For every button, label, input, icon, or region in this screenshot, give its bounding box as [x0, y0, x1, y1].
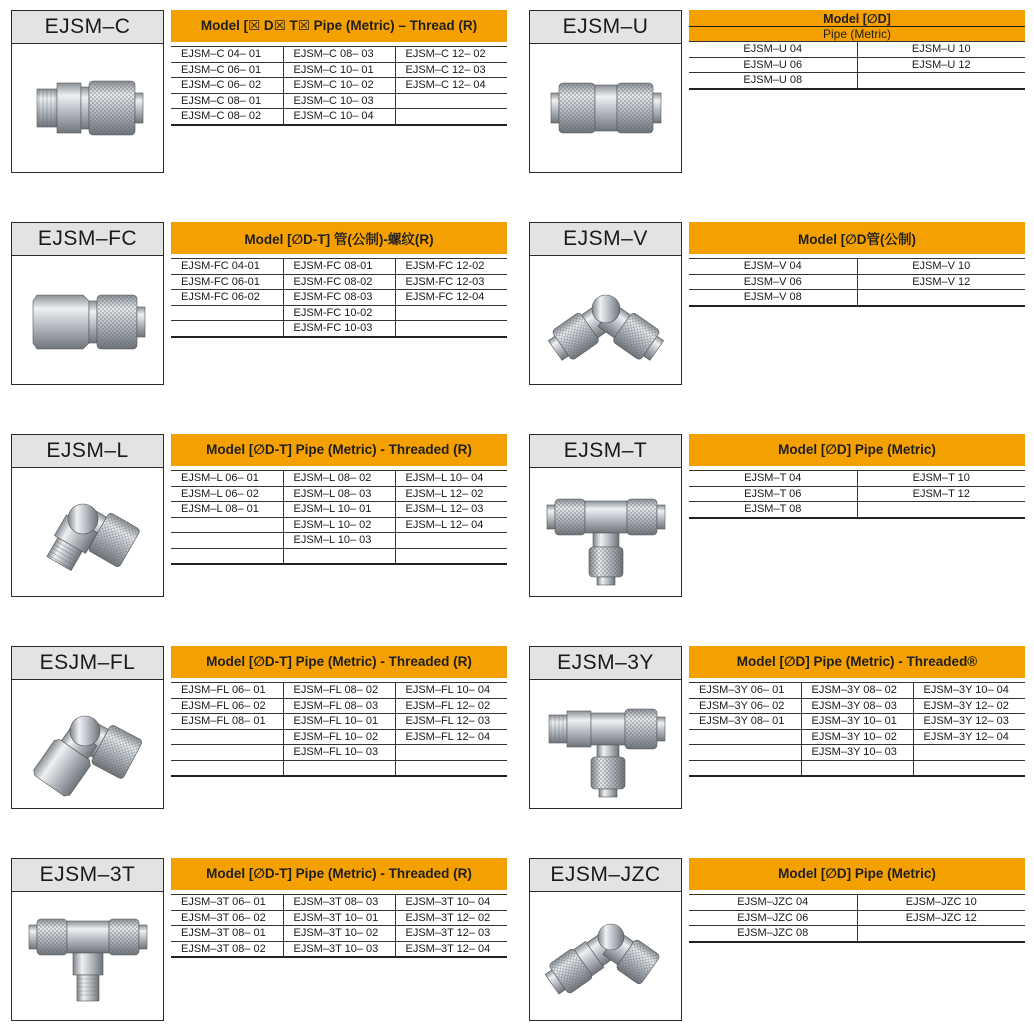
table-cell: EJSM–3Y 08– 03	[801, 698, 913, 714]
table-cell: EJSM-FC 12-02	[395, 259, 507, 275]
table-cell: EJSM–L 08– 02	[283, 471, 395, 487]
table-cell: EJSM-FC 04-01	[171, 259, 283, 275]
table-row	[171, 290, 507, 306]
model-table	[689, 682, 1025, 777]
table-cell: EJSM–V 10	[857, 259, 1025, 275]
table-row	[171, 714, 507, 730]
table-cell: EJSM–L 10– 01	[283, 502, 395, 518]
table-cell: EJSM–U 10	[857, 42, 1025, 58]
table-row	[171, 259, 507, 275]
spec-header: Model [∅D管(公制)	[689, 222, 1025, 254]
table-cell: EJSM–L 12– 04	[395, 517, 507, 533]
product-title: ESJM–FL	[12, 647, 163, 680]
table-cell: EJSM–L 12– 02	[395, 486, 507, 502]
table-cell: EJSM–C 10– 01	[283, 62, 395, 78]
table-row	[689, 926, 1025, 942]
table-cell: EJSM–3Y 12– 03	[913, 714, 1025, 730]
table-cell	[283, 760, 395, 776]
spec-table	[171, 222, 507, 338]
table-cell: EJSM–FL 12– 02	[395, 698, 507, 714]
table-cell	[395, 745, 507, 761]
product-title: EJSM–3Y	[530, 647, 681, 680]
table-cell	[395, 109, 507, 125]
table-cell	[171, 321, 283, 337]
table-row	[171, 471, 507, 487]
table-row	[689, 895, 1025, 911]
table-cell: EJSM–FL 12– 04	[395, 729, 507, 745]
table-cell: EJSM–3Y 10– 03	[801, 745, 913, 761]
straight-thread-fitting-icon	[12, 44, 163, 172]
product-title: EJSM–T	[530, 435, 681, 468]
table-cell: EJSM–3T 10– 01	[283, 910, 395, 926]
table-cell: EJSM–C 10– 04	[283, 109, 395, 125]
product-title: EJSM–JZC	[530, 859, 681, 892]
model-table	[171, 46, 507, 126]
table-cell	[171, 548, 283, 564]
spec-header: Model [☒ D☒ T☒ Pipe (Metric) – Thread (R)	[171, 10, 507, 42]
table-row	[689, 729, 1025, 745]
table-cell	[857, 502, 1025, 518]
table-cell: EJSM-FC 08-02	[283, 274, 395, 290]
table-cell: EJSM-FC 12-04	[395, 290, 507, 306]
table-cell: EJSM–FL 10– 03	[283, 745, 395, 761]
table-row	[171, 93, 507, 109]
table-cell: EJSM–C 06– 02	[171, 78, 283, 94]
table-cell: EJSM-FC 10-02	[283, 305, 395, 321]
spec-header: Model [∅D-T] 管(公制)-螺纹(R)	[171, 222, 507, 254]
table-cell: EJSM–3T 06– 02	[171, 910, 283, 926]
table-cell: EJSM–L 10– 03	[283, 533, 395, 549]
table-cell: EJSM–JZC 04	[689, 895, 857, 911]
table-row	[171, 274, 507, 290]
table-cell: EJSM–FL 08– 02	[283, 683, 395, 699]
table-cell: EJSM–U 08	[689, 73, 857, 89]
table-row	[171, 517, 507, 533]
branch-tee-icon	[530, 680, 681, 808]
table-row	[171, 502, 507, 518]
table-cell: EJSM–3T 08– 01	[171, 926, 283, 942]
table-cell: EJSM–3T 10– 04	[395, 895, 507, 911]
spec-table	[171, 646, 507, 777]
table-row	[171, 910, 507, 926]
table-cell: EJSM-FC 08-01	[283, 259, 395, 275]
table-row	[689, 42, 1025, 58]
table-cell: EJSM–V 04	[689, 259, 857, 275]
table-cell	[395, 548, 507, 564]
table-cell: EJSM-FC 08-03	[283, 290, 395, 306]
spec-header: Model [∅D]	[689, 10, 1025, 26]
table-row	[689, 714, 1025, 730]
table-cell: EJSM–JZC 12	[857, 910, 1025, 926]
table-cell: EJSM–FL 08– 03	[283, 698, 395, 714]
product-card	[11, 858, 164, 1021]
table-cell: EJSM–C 10– 02	[283, 78, 395, 94]
table-cell: EJSM–FL 06– 02	[171, 698, 283, 714]
table-cell	[171, 745, 283, 761]
spec-table	[689, 222, 1025, 307]
table-cell: EJSM–T 04	[689, 471, 857, 487]
table-row	[171, 729, 507, 745]
table-cell: EJSM–L 10– 04	[395, 471, 507, 487]
table-cell: EJSM–3T 08– 02	[171, 941, 283, 957]
table-row	[689, 683, 1025, 699]
table-cell: EJSM-FC 06-02	[171, 290, 283, 306]
model-table	[171, 894, 507, 958]
product-title: EJSM–3T	[12, 859, 163, 892]
table-cell: EJSM–FL 06– 01	[171, 683, 283, 699]
table-cell: EJSM–3T 10– 03	[283, 941, 395, 957]
table-cell: EJSM–L 12– 03	[395, 502, 507, 518]
table-row	[171, 62, 507, 78]
table-row	[171, 78, 507, 94]
product-title: EJSM–V	[530, 223, 681, 256]
table-cell: EJSM–3T 10– 02	[283, 926, 395, 942]
table-row	[689, 73, 1025, 89]
spec-header: Model [∅D] Pipe (Metric)	[689, 858, 1025, 890]
table-cell: EJSM–3T 12– 03	[395, 926, 507, 942]
table-row	[689, 290, 1025, 306]
table-cell: EJSM–V 08	[689, 290, 857, 306]
female-elbow-icon	[12, 680, 163, 808]
table-cell: EJSM–C 12– 02	[395, 47, 507, 63]
model-table	[689, 894, 1025, 943]
table-cell: EJSM–U 06	[689, 57, 857, 73]
table-cell: EJSM–C 08– 02	[171, 109, 283, 125]
table-row	[689, 259, 1025, 275]
table-cell: EJSM–C 08– 03	[283, 47, 395, 63]
table-cell: EJSM–FL 10– 04	[395, 683, 507, 699]
product-card	[11, 222, 164, 385]
spec-subheader: Pipe (Metric)	[689, 26, 1025, 41]
table-cell: EJSM–C 04– 01	[171, 47, 283, 63]
table-cell: EJSM–3Y 08– 01	[689, 714, 801, 730]
table-cell	[689, 760, 801, 776]
union-straight-icon	[530, 44, 681, 172]
table-cell: EJSM–L 10– 02	[283, 517, 395, 533]
table-cell: EJSM–T 12	[857, 486, 1025, 502]
table-cell: EJSM–FL 10– 02	[283, 729, 395, 745]
table-cell: EJSM–V 12	[857, 274, 1025, 290]
spec-table	[689, 434, 1025, 519]
table-cell: EJSM–3T 06– 01	[171, 895, 283, 911]
table-cell: EJSM-FC 12-03	[395, 274, 507, 290]
table-cell	[395, 533, 507, 549]
run-tee-icon	[12, 892, 163, 1020]
table-row	[171, 683, 507, 699]
table-row	[171, 486, 507, 502]
table-cell: EJSM–C 12– 03	[395, 62, 507, 78]
table-cell: EJSM–3Y 10– 01	[801, 714, 913, 730]
table-row	[171, 533, 507, 549]
table-cell	[857, 73, 1025, 89]
table-cell	[857, 926, 1025, 942]
table-cell: EJSM-FC 06-01	[171, 274, 283, 290]
table-row	[689, 57, 1025, 73]
table-cell: EJSM–JZC 08	[689, 926, 857, 942]
table-cell	[171, 533, 283, 549]
table-cell: EJSM–U 04	[689, 42, 857, 58]
table-cell: EJSM–C 06– 01	[171, 62, 283, 78]
table-cell: EJSM–JZC 06	[689, 910, 857, 926]
table-cell: EJSM–FL 12– 03	[395, 714, 507, 730]
table-cell: EJSM–3Y 08– 02	[801, 683, 913, 699]
product-card	[11, 10, 164, 173]
table-cell: EJSM–L 06– 02	[171, 486, 283, 502]
spec-table	[689, 10, 1025, 90]
table-cell: EJSM–C 08– 01	[171, 93, 283, 109]
table-cell	[171, 729, 283, 745]
table-row	[689, 274, 1025, 290]
table-row	[689, 698, 1025, 714]
table-cell	[171, 760, 283, 776]
table-cell: EJSM–L 08– 03	[283, 486, 395, 502]
table-cell: EJSM–3T 12– 04	[395, 941, 507, 957]
product-title: EJSM–L	[12, 435, 163, 468]
table-row	[171, 941, 507, 957]
product-title: EJSM–FC	[12, 223, 163, 256]
model-table	[689, 470, 1025, 519]
product-card	[529, 646, 682, 809]
table-row	[689, 760, 1025, 776]
spec-header: Model [∅D-T] Pipe (Metric) - Threaded (R)	[171, 646, 507, 678]
table-row	[171, 926, 507, 942]
table-cell: EJSM–T 06	[689, 486, 857, 502]
table-cell	[913, 745, 1025, 761]
table-cell	[395, 760, 507, 776]
table-row	[171, 305, 507, 321]
female-thread-fitting-icon	[12, 256, 163, 384]
product-card	[529, 10, 682, 173]
table-cell: EJSM–JZC 10	[857, 895, 1025, 911]
product-title: EJSM–C	[12, 11, 163, 44]
spec-table	[171, 858, 507, 958]
model-table	[171, 682, 507, 777]
product-title: EJSM–U	[530, 11, 681, 44]
table-cell	[171, 305, 283, 321]
table-cell	[283, 548, 395, 564]
spec-table	[171, 10, 507, 126]
table-cell	[395, 305, 507, 321]
spec-table	[689, 858, 1025, 943]
table-row	[171, 760, 507, 776]
product-card	[529, 858, 682, 1021]
table-cell: EJSM–3Y 06– 02	[689, 698, 801, 714]
elbow-union-icon	[530, 892, 681, 1020]
table-cell: EJSM–V 06	[689, 274, 857, 290]
table-cell	[689, 745, 801, 761]
spec-header: Model [∅D-T] Pipe (Metric) - Threaded (R)	[171, 434, 507, 466]
model-table	[171, 470, 507, 565]
table-row	[171, 745, 507, 761]
spec-header: Model [∅D-T] Pipe (Metric) - Threaded (R)	[171, 858, 507, 890]
table-cell: EJSM–T 08	[689, 502, 857, 518]
spec-table	[689, 646, 1025, 777]
table-cell: EJSM–3Y 06– 01	[689, 683, 801, 699]
table-cell: EJSM–C 12– 04	[395, 78, 507, 94]
table-cell	[857, 290, 1025, 306]
table-cell: EJSM–3T 08– 03	[283, 895, 395, 911]
product-card	[11, 646, 164, 809]
table-cell: EJSM–3Y 12– 04	[913, 729, 1025, 745]
product-card	[11, 434, 164, 597]
spec-header: Model [∅D] Pipe (Metric)	[689, 434, 1025, 466]
table-row	[689, 745, 1025, 761]
table-cell	[395, 321, 507, 337]
table-row	[171, 321, 507, 337]
table-row	[171, 109, 507, 125]
table-cell: EJSM–3Y 12– 02	[913, 698, 1025, 714]
union-elbow-icon	[530, 256, 681, 384]
table-row	[689, 471, 1025, 487]
table-cell: EJSM–L 08– 01	[171, 502, 283, 518]
table-cell	[395, 93, 507, 109]
male-elbow-icon	[12, 468, 163, 596]
table-row	[171, 47, 507, 63]
model-table	[689, 258, 1025, 307]
product-card	[529, 222, 682, 385]
table-cell: EJSM–L 06– 01	[171, 471, 283, 487]
table-cell: EJSM–3T 12– 02	[395, 910, 507, 926]
table-cell: EJSM-FC 10-03	[283, 321, 395, 337]
table-row	[171, 895, 507, 911]
table-row	[171, 698, 507, 714]
table-cell: EJSM–T 10	[857, 471, 1025, 487]
table-cell: EJSM–FL 10– 01	[283, 714, 395, 730]
spec-header: Model [∅D] Pipe (Metric) - Threaded®	[689, 646, 1025, 678]
table-cell: EJSM–3Y 10– 02	[801, 729, 913, 745]
table-cell	[689, 729, 801, 745]
model-table	[171, 258, 507, 338]
table-row	[689, 502, 1025, 518]
table-cell	[171, 517, 283, 533]
table-row	[689, 910, 1025, 926]
model-table	[689, 41, 1025, 90]
table-cell: EJSM–U 12	[857, 57, 1025, 73]
table-cell: EJSM–3Y 10– 04	[913, 683, 1025, 699]
product-card	[529, 434, 682, 597]
table-cell: EJSM–FL 08– 01	[171, 714, 283, 730]
table-cell: EJSM–C 10– 03	[283, 93, 395, 109]
union-tee-icon	[530, 468, 681, 596]
table-cell	[801, 760, 913, 776]
spec-table	[171, 434, 507, 565]
table-row	[689, 486, 1025, 502]
table-cell	[913, 760, 1025, 776]
table-row	[171, 548, 507, 564]
